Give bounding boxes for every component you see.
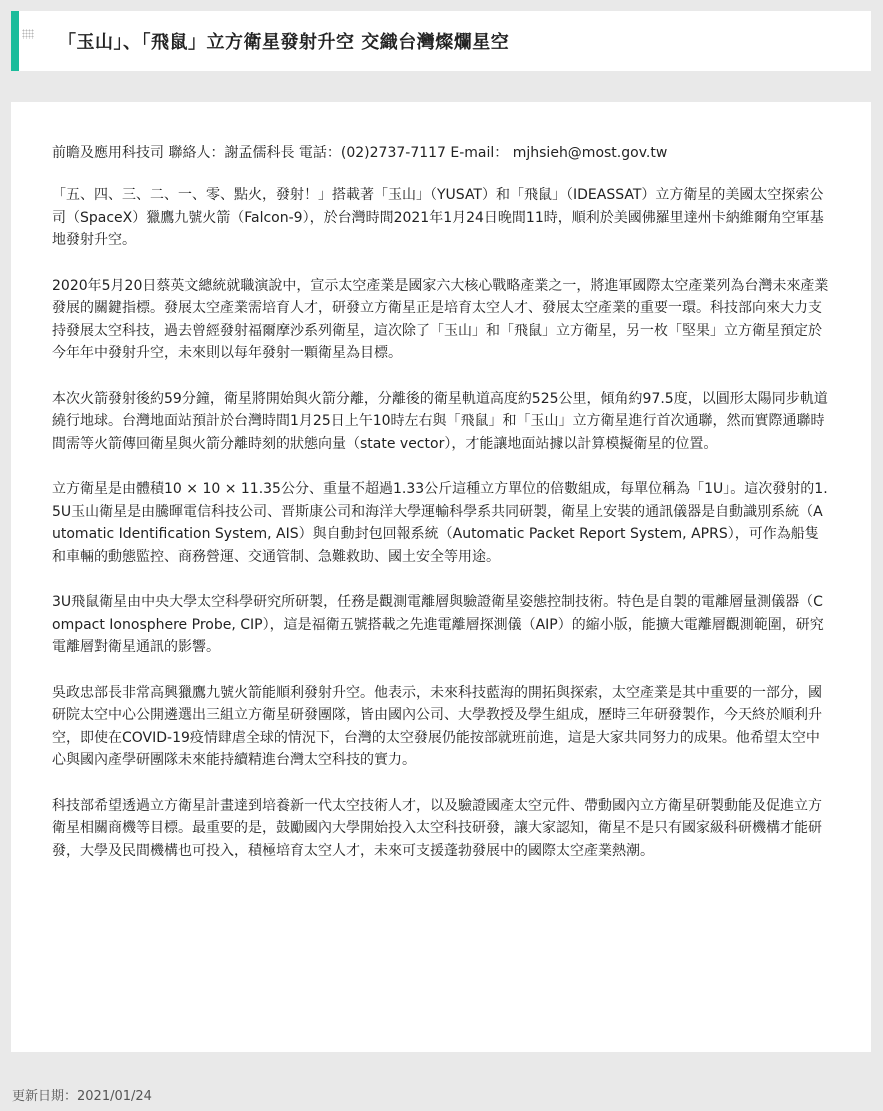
page-title: 「玉山」、「飛鼠」立方衛星發射升空 交織台灣燦爛星空: [58, 32, 510, 53]
article-paragraph-3: 本次火箭發射後約59分鐘，衛星將開始與火箭分離，分離後的衛星軌道高度約525公里，傾角約97.5度，以圓形太陽同步軌道繞行地球。台灣地面站預計於台灣時間1月25日上午10時左右與「飛鼠」和「玉山」立方衛星進行首次通聯，然而實際通聯時間需等火箭傳回衛星與火箭分離時刻的狀態向量（state vector），才能讓地面站據以計算模擬衛星的位置。: [52, 390, 828, 452]
update-date: 更新日期：2021/01/24: [12, 1089, 152, 1104]
article-paragraph-2: 2020年5月20日蔡英文總統就職演說中，宣示太空產業是國家六大核心戰略產業之一，將進軍國際太空產業列為台灣未來產業發展的關鍵指標。發展太空產業需培育人才，研發立方衛星正是培育太空人才、發展太空產業的重要一環。科技部向來大力支持發展太空科技，過去曾經發射福爾摩沙系列衛星，這次除了「玉山」和「飛鼠」立方衛星，另一枚「堅果」立方衛星預定於今年年中發射升空，未來則以每年發射一顆衛星為目標。: [52, 277, 829, 361]
article-paragraph-5: 3U飛鼠衛星由中央大學太空科學研究所研製，任務是觀測電離層與驗證衛星姿態控制技術。特色是自製的電離層量測儀器（Compact Ionosphere Probe, CIP），這是福衛五號搭載之先進電離層探測儀（AIP）的縮小版，能擴大電離層觀測範圍，研究電離層對衛星通訊的影響。: [52, 594, 824, 655]
dot-grid-icon: [22, 29, 34, 39]
article-paragraph-4: 立方衛星是由體積10 × 10 × 11.35公分、重量不超過1.33公斤這種立方單位的倍數組成，每單位稱為「1U」。這次發射的1.5U玉山衛星是由騰暉電信科技公司、晋斯康公司和海洋大學運輸科學系共同研製，衛星上安裝的通訊儀器是自動識別系統（Automatic Identification System, AIS）與自動封包回報系統（Automatic Packet Report System, APRS），可作為船隻和車輛的動態監控、商務營運、交通管制、急難救助、國土安全等用途。: [52, 481, 828, 565]
article-paragraph-7: 科技部希望透過立方衛星計畫達到培養新一代太空技術人才，以及驗證國產太空元件、帶動國內立方衛星研製動能及促進立方衛星相關商機等目標。最重要的是，鼓勵國內大學開始投入太空科技研發，讓大家認知，衛星不是只有國家級科研機構才能研發，大學及民間機構也可投入，積極培育太空人才，未來可支援蓬勃發展中的國際太空產業熱潮。: [52, 797, 822, 859]
article-content: [11, 102, 871, 1052]
title-bar: [11, 11, 871, 71]
article-paragraph-6: 吳政忠部長非常高興獵鷹九號火箭能順利發射升空。他表示，未來科技藍海的開拓與探索，太空產業是其中重要的一部分，國研院太空中心公開遴選出三組立方衛星研發團隊，皆由國內公司、大學教授及學生組成，歷時三年研發製作，今天終於順利升空，即使在COVID-19疫情肆虐全球的情況下，台灣的太空發展仍能按部就班前進，這是大家共同努力的成果。他希望太空中心與國內產學研團隊未來能持續精進台灣太空科技的實力。: [52, 684, 822, 768]
contact-info: 前瞻及應用科技司 聯絡人：謝孟儒科長 電話：(02)2737-7117 E-mail： mjhsieh@most.gov.tw: [52, 145, 668, 161]
title-accent-bar: [11, 11, 19, 71]
article-paragraph-1: 「五、四、三、二、一、零、點火，發射！」搭載著「玉山」（YUSAT）和「飛鼠」（IDEASSAT）立方衛星的美國太空探索公司（SpaceX）獵鷹九號火箭（Falcon-9），於台灣時間2021年1月24日晚間11時，順利於美國佛羅里達州卡納維爾角空軍基地發射升空。: [52, 187, 824, 248]
